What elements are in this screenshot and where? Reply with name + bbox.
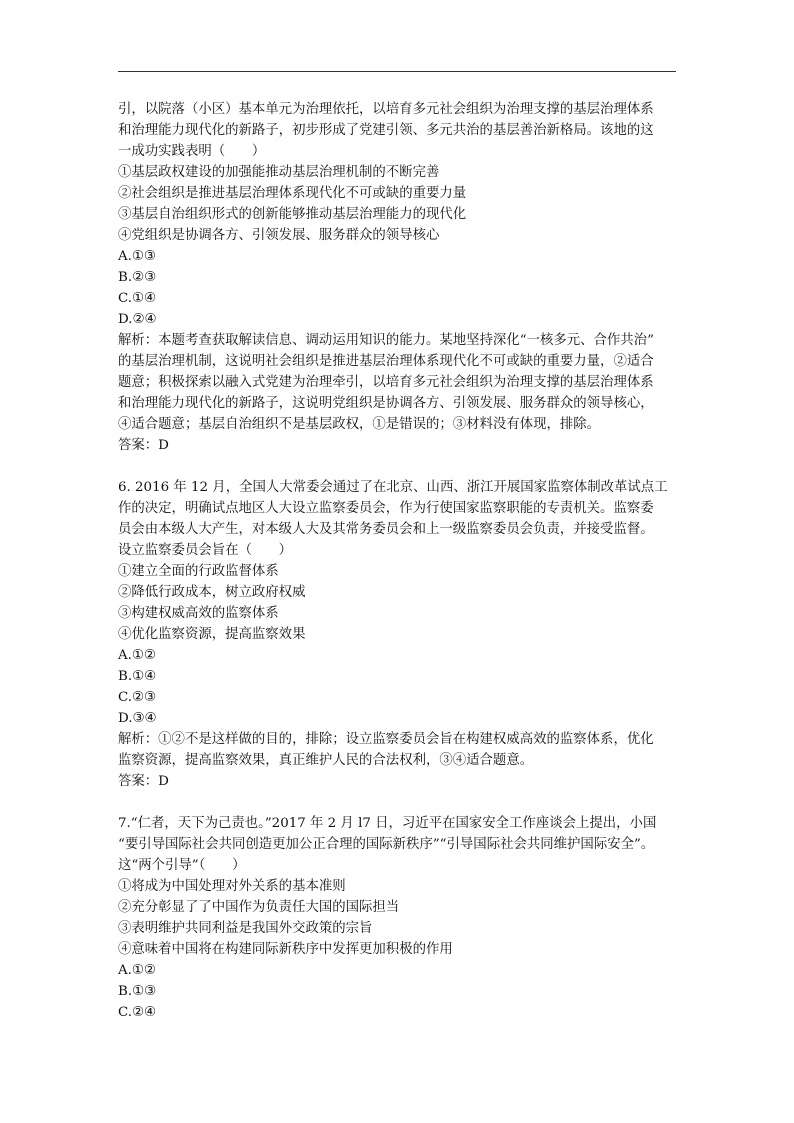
question-stem-line: 这“两个引导”（ ） [118, 858, 246, 873]
question-stem-line: 作的决定，明确试点地区人大设立监察委员会，作为行使国家监察职能的专责机关。监察委 [118, 501, 654, 516]
option-b: B.②③ [118, 270, 157, 285]
option-c: C.①④ [118, 291, 157, 306]
statement-3: ③表明维护共同利益是我国外交政策的宗旨 [118, 921, 373, 936]
analysis-line: 监察资源，提高监察效果，真正维护人民的合法权利，③④适合题意。 [118, 753, 534, 768]
option-b: B.①③ [118, 984, 157, 999]
option-a: A.①② [118, 963, 156, 978]
question-stem-line: 员会由本级人大产生，对本级人大及其常务委员会和上一级监察委员会负责，并接受监督。 [118, 522, 654, 537]
analysis-line: 的基层治理机制，这说明社会组织是推进基层治理体系现代化不可或缺的重要力量，②适合 [118, 354, 654, 369]
question-stem-line: 设立监察委员会旨在（ ） [118, 543, 293, 558]
statement-1: ①基层政权建设的加强能推动基层治理机制的不断完善 [118, 165, 440, 180]
document-body [118, 99, 678, 1023]
question-6 [118, 477, 678, 792]
question-stem-line: “要引导国际社会共同创造更加公正合理的国际新秩序”“引导国际社会共同维护国际安全”。 [118, 837, 655, 852]
answer-line: 答案：D [118, 438, 169, 453]
statement-1: ①建立全面的行政监督体系 [118, 564, 279, 579]
header-rule [118, 71, 676, 72]
statement-3: ③构建权威高效的监察体系 [118, 606, 279, 621]
analysis-line: 解析：①②不是这样做的目的，排除；设立监察委员会旨在构建权威高效的监察体系，优化 [118, 732, 654, 747]
statement-4: ④优化监察资源，提高监察效果 [118, 627, 306, 642]
option-d: D.②④ [118, 312, 157, 327]
analysis-line: 和治理能力现代化的新路子，这说明党组织是协调各方、引领发展、服务群众的领导核心， [118, 396, 654, 411]
statement-2: ②社会组织是推进基层治理体系现代化不可或缺的重要力量 [118, 186, 467, 201]
statement-2: ②降低行政成本，树立政府权威 [118, 585, 306, 600]
statement-4: ④党组织是协调各方、引领发展、服务群众的领导核心 [118, 228, 440, 243]
question-5 [118, 99, 678, 456]
statement-3: ③基层自治组织形式的创新能够推动基层治理能力的现代化 [118, 207, 467, 222]
question-stem-line: 一成功实践表明（ ） [118, 144, 266, 159]
statement-1: ①将成为中国处理对外关系的基本准则 [118, 879, 346, 894]
option-b: B.①④ [118, 669, 157, 684]
statement-4: ④意味着中国将在构建同际新秩序中发挥更加积极的作用 [118, 942, 453, 957]
answer-line: 答案：D [118, 774, 169, 789]
analysis-line: ④适合题意；基层自治组织不是基层政权，①是错误的；③材料没有体现，排除。 [118, 417, 601, 432]
question-7 [118, 813, 678, 1023]
question-stem-line: 引，以院落（小区）基本单元为治理依托，以培育多元社会组织为治理支撑的基层治理体系 [118, 102, 654, 117]
analysis-line: 题意；积极探索以融入式党建为治理牵引，以培育多元社会组织为治理支撑的基层治理体系 [118, 375, 654, 390]
option-a: A.①② [118, 648, 156, 663]
question-stem-line: 和治理能力现代化的新路子，初步形成了党建引领、多元共治的基层善治新格局。该地的这 [118, 123, 654, 138]
statement-2: ②充分彰显了了中国作为负责任大国的国际担当 [118, 900, 400, 915]
option-a: A.①③ [118, 249, 156, 264]
spacer [118, 792, 678, 813]
spacer [118, 456, 678, 477]
analysis-line: 解析：本题考查获取解读信息、调动运用知识的能力。某地坚持深化“一核多元、合作共治” [118, 333, 654, 348]
question-stem-line: 7.“仁者，天下为己责也。”2017 年 2 月 l7 日，习近平在国家安全工作座谈会上提出，小国 [118, 816, 657, 831]
option-c: C.②④ [118, 1005, 157, 1020]
option-d: D.③④ [118, 711, 157, 726]
question-stem-line: 6. 2016 年 12 月，全国人大常委会通过了在北京、山西、浙江开展国家监察体制改革试点工 [118, 480, 668, 495]
option-c: C.②③ [118, 690, 157, 705]
